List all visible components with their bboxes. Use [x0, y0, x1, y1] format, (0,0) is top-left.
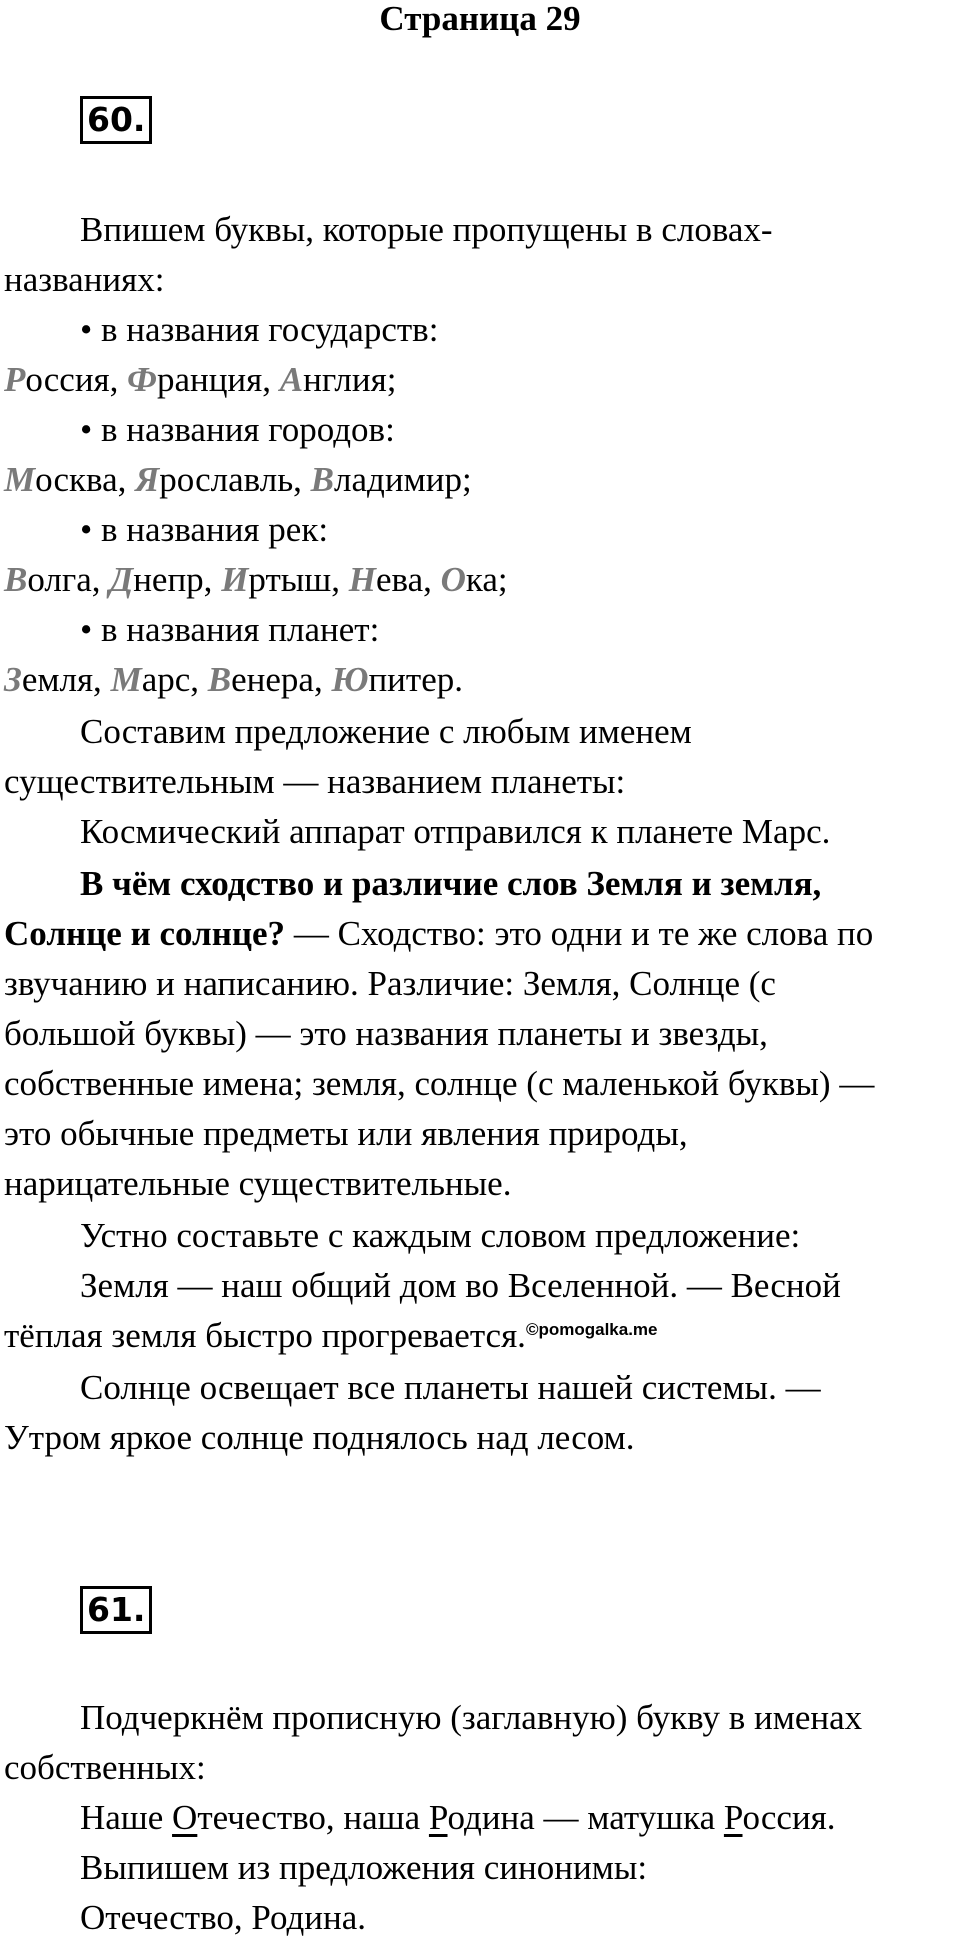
underlined-letter-2: Р: [428, 1798, 448, 1837]
list-word: [311, 460, 472, 499]
inserted-letter: Н: [348, 560, 376, 599]
states-label: • в названия государств:: [80, 310, 439, 349]
word-rest: ртыш,: [248, 560, 349, 599]
list-word: [4, 360, 127, 399]
list-word: [4, 460, 135, 499]
answer-line-6: это обычные предметы или явления природы,: [4, 1114, 688, 1153]
question-answer-line: [4, 914, 873, 954]
inserted-letter: А: [279, 360, 304, 399]
inserted-letter: Р: [4, 360, 26, 399]
example-sentence: Космический аппарат отправился к планете Марс.: [80, 812, 831, 851]
list-word: [135, 460, 311, 499]
list-word: [208, 660, 332, 699]
list-word: [4, 560, 109, 599]
inserted-letter: Д: [109, 560, 134, 599]
answer-line-2: — Сходство: это одни и те же слова по: [285, 914, 874, 953]
list-word: [4, 660, 111, 699]
planets-label: • в названия планет:: [80, 610, 380, 649]
inserted-letter: Я: [135, 460, 160, 499]
word-rest: ева,: [375, 560, 441, 599]
states-list: [4, 360, 396, 400]
answer-line-3: звучанию и написанию. Различие: Земля, Солнце (с: [4, 964, 776, 1003]
word-rest: нглия;: [303, 360, 397, 399]
word-rest: ка;: [465, 560, 508, 599]
word-rest: емля,: [21, 660, 111, 699]
question-line-1: В чём сходство и различие слов Земля и земля,: [80, 864, 822, 903]
task-60-number: 60.: [80, 96, 152, 144]
synonyms-label: Выпишем из предложения синонимы:: [80, 1848, 648, 1887]
word-rest: осква,: [35, 460, 136, 499]
answer-line-4: большой буквы) — это названия планеты и звезды,: [4, 1014, 768, 1053]
inserted-letter: З: [4, 660, 22, 699]
inserted-letter: И: [221, 560, 249, 599]
earth-line-2: [4, 1316, 658, 1356]
watermark: ©pomogalka.me: [525, 1320, 658, 1339]
word-rest: непр,: [133, 560, 222, 599]
list-word: [111, 660, 208, 699]
inserted-letter: О: [440, 560, 466, 599]
rivers-list: [4, 560, 508, 600]
synonyms-answer: Отечество, Родина.: [80, 1898, 366, 1937]
sentence-part-1: Наше: [80, 1798, 173, 1837]
word-rest: ладимир;: [334, 460, 472, 499]
sentence-part-3: одина — матушка: [447, 1798, 724, 1837]
task-60-intro-line-1: Впишем буквы, которые пропущены в словах-: [80, 210, 773, 249]
list-word: [109, 560, 221, 599]
underlined-letter-3: Р: [723, 1798, 743, 1837]
list-word: [349, 560, 441, 599]
compose-line-2: существительным — названием планеты:: [4, 762, 626, 801]
page-title: Страница 29: [379, 0, 581, 38]
inserted-letter: В: [4, 560, 28, 599]
word-rest: оссия,: [25, 360, 128, 399]
word-rest: рославль,: [159, 460, 311, 499]
answer-line-5: собственные имена; земля, солнце (с маленькой буквы) —: [4, 1064, 875, 1103]
earth-line-1: Земля — наш общий дом во Вселенной. — Весной: [80, 1266, 841, 1305]
list-word: [441, 560, 508, 599]
oral-task: Устно составьте с каждым словом предложение:: [80, 1216, 801, 1255]
word-rest: арс,: [141, 660, 208, 699]
underlined-letter-1: О: [172, 1798, 198, 1837]
earth-line-2-text: тёплая земля быстро прогревается.: [4, 1316, 526, 1355]
answer-line-7: нарицательные существительные.: [4, 1164, 512, 1203]
cities-list: [4, 460, 472, 500]
inserted-letter: Ю: [331, 660, 369, 699]
list-word: [331, 660, 463, 699]
word-rest: ранция,: [156, 360, 280, 399]
task-60-intro-line-2: названиях:: [4, 260, 165, 299]
underlined-sentence: [80, 1798, 836, 1838]
rivers-label: • в названия рек:: [80, 510, 329, 549]
sun-line-1: Солнце освещает все планеты нашей системы. —: [80, 1368, 821, 1407]
list-word: [280, 360, 397, 399]
task-61-intro-line-1: Подчеркнём прописную (заглавную) букву в именах: [80, 1698, 863, 1737]
inserted-letter: Ф: [127, 360, 157, 399]
word-rest: енера,: [231, 660, 332, 699]
task-61-number: 61.: [80, 1586, 152, 1634]
question-line-2: Солнце и солнце?: [4, 914, 286, 953]
planets-list: [4, 660, 463, 700]
sun-line-2: Утром яркое солнце поднялось над лесом.: [4, 1418, 635, 1457]
compose-line-1: Составим предложение с любым именем: [80, 712, 692, 751]
inserted-letter: М: [110, 660, 142, 699]
word-rest: питер.: [368, 660, 463, 699]
word-rest: олга,: [27, 560, 110, 599]
task-61-intro-line-2: собственных:: [4, 1748, 206, 1787]
inserted-letter: М: [4, 460, 36, 499]
sentence-part-4: оссия.: [742, 1798, 836, 1837]
list-word: [127, 360, 280, 399]
cities-label: • в названия городов:: [80, 410, 395, 449]
list-word: [221, 560, 349, 599]
inserted-letter: В: [310, 460, 335, 499]
inserted-letter: В: [207, 660, 232, 699]
sentence-part-2: течество, наша: [197, 1798, 429, 1837]
